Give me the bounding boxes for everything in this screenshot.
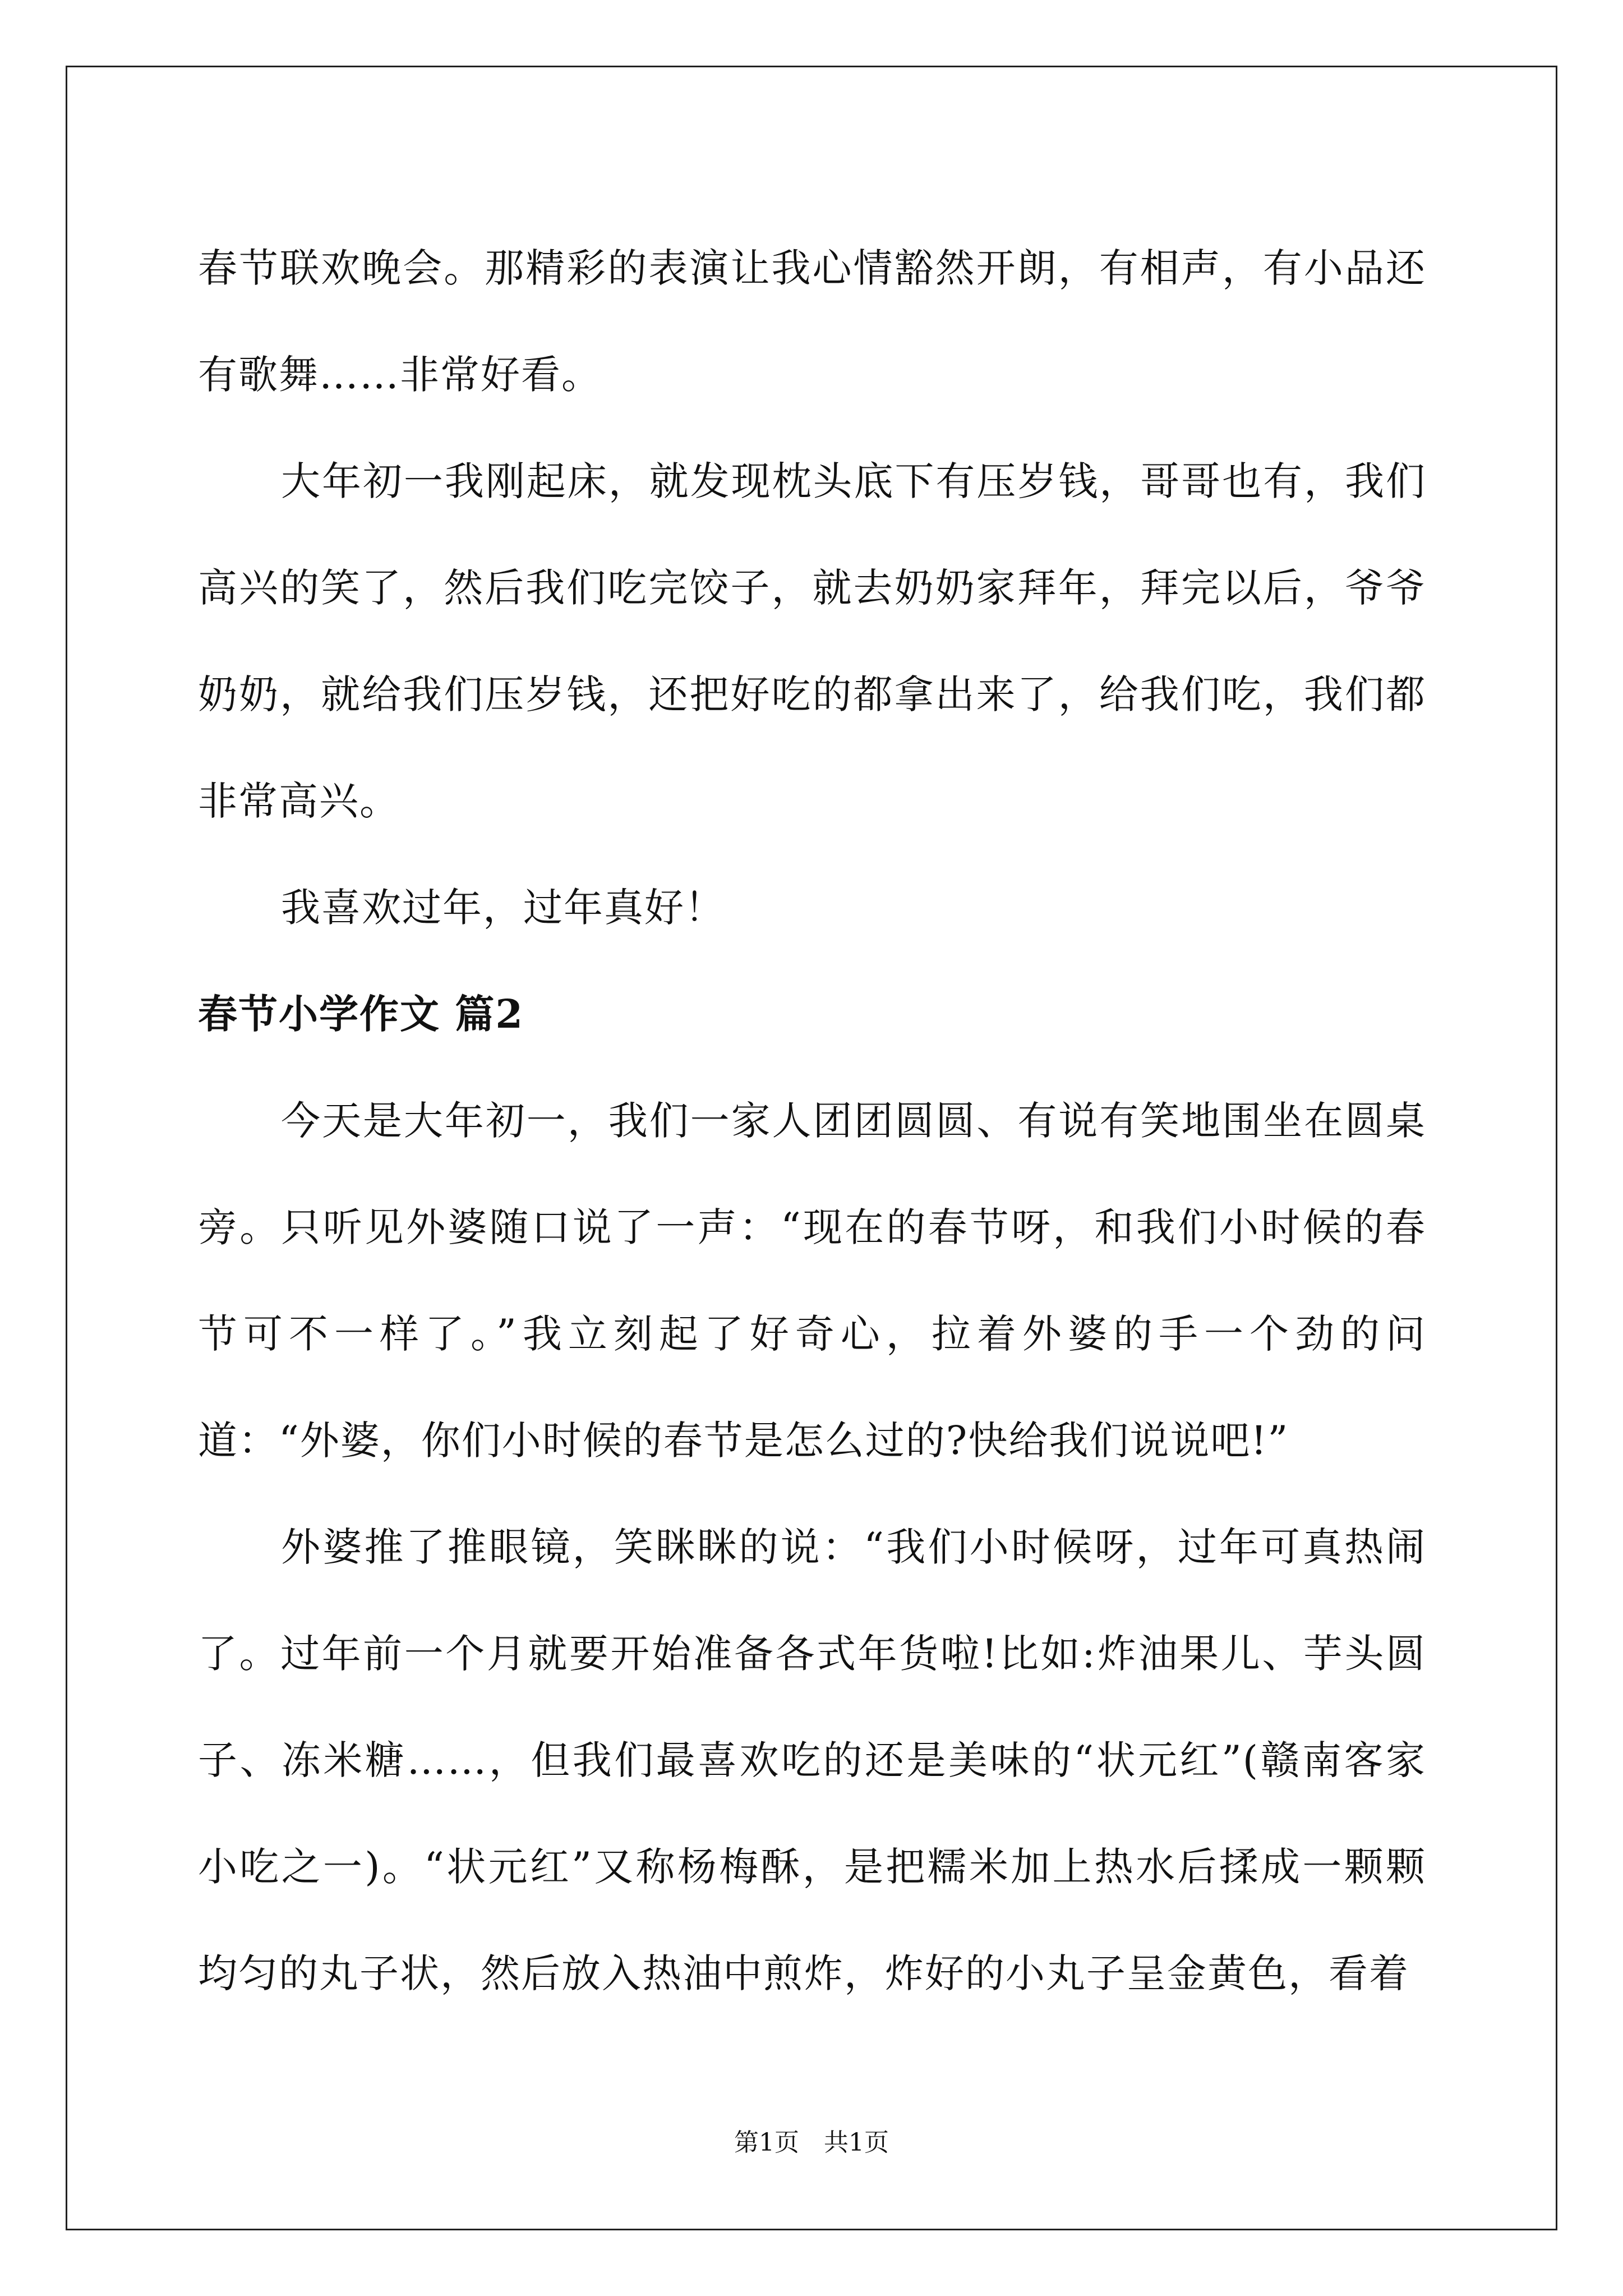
paragraph-2: 大年初一我刚起床，就发现枕头底下有压岁钱，哥哥也有，我们高兴的笑了，然后我们吃完饺子，就去奶奶家拜年，拜完以后，爷爷奶奶，就给我们压岁钱，还把好吃的都拿出来了，给我们吃，我们都非常高兴。 (198, 458, 1426, 824)
document-body (198, 215, 1426, 2027)
page-number-footer: 第1页 共1页 (734, 2128, 889, 2157)
section-heading: 春节小学作文 篇2 (198, 991, 524, 1037)
paragraph-4: 今天是大年初一，我们一家人团团圆圆、有说有笑地围坐在圆桌旁。只听见外婆随口说了一声：“现在的春节呀，和我们小时候的春节可不一样了。”我立刻起了好奇心，拉着外婆的手一个劲的问道：“外婆，你们小时候的春节是怎么过的?快给我们说说吧!” (198, 1098, 1426, 1464)
paragraph-3: 我喜欢过年，过年真好！ (281, 885, 725, 931)
paragraph-5: 外婆推了推眼镜，笑眯眯的说：“我们小时候呀，过年可真热闹了。过年前一个月就要开始准备各式年货啦!比如:炸油果儿、芋头圆子、冻米糖……，但我们最喜欢吃的还是美味的“状元红”(赣南客家小吃之一)。“状元红”又称杨梅酥，是把糯米加上热水后揉成一颗颗均匀的丸子状，然后放入热油中煎炸，炸好的小丸子呈金黄色，看着 (198, 1524, 1426, 1996)
paragraph-1: 春节联欢晚会。那精彩的表演让我心情豁然开朗，有相声，有小品还有歌舞……非常好看。 (198, 245, 1426, 398)
